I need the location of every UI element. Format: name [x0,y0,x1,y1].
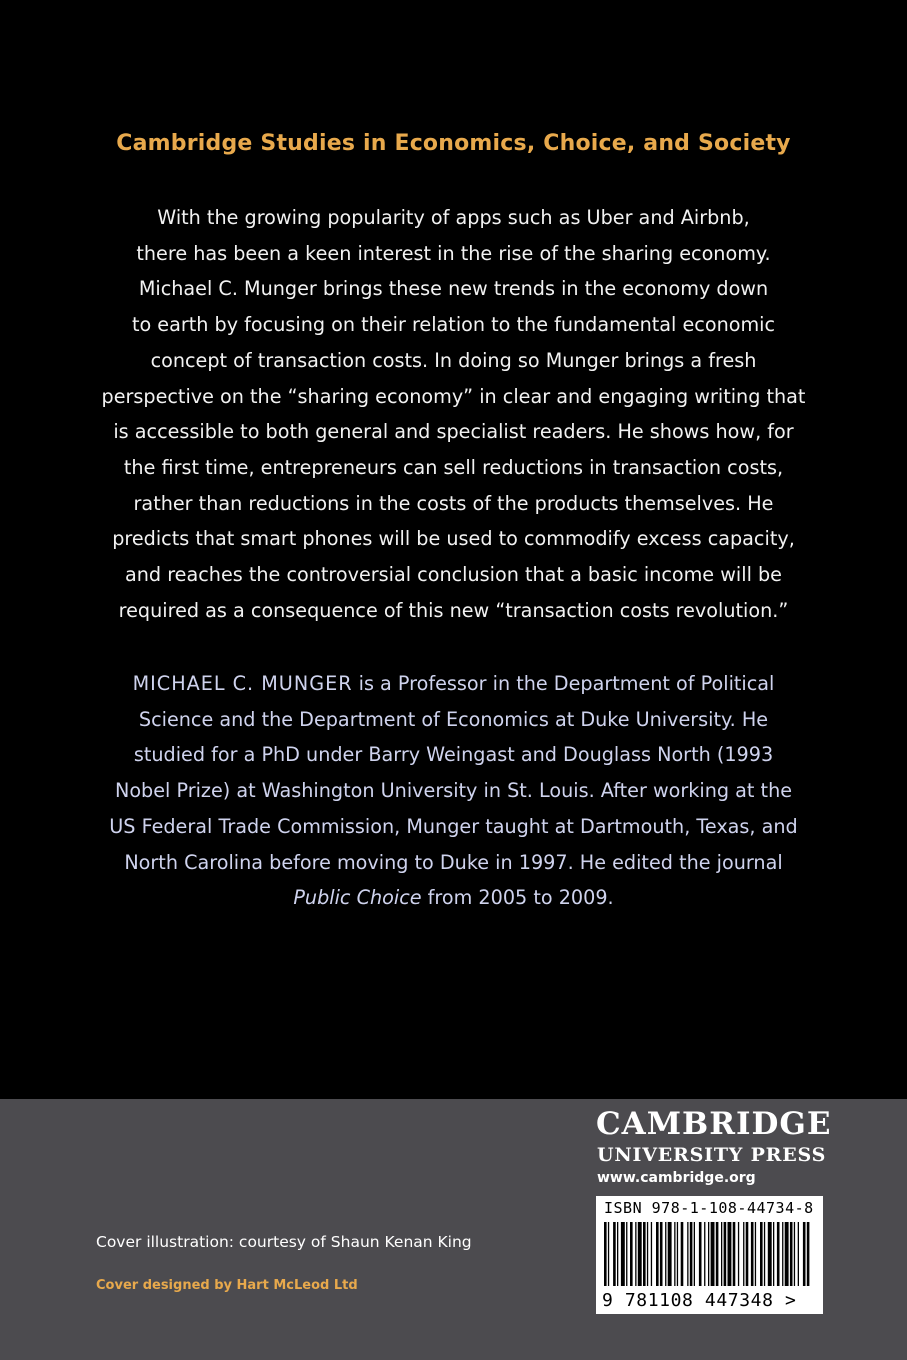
barcode-bar [721,1222,722,1286]
barcode-bar [660,1222,663,1286]
blurb-line: required as a consequence of this new “transaction costs revolution.” [118,598,789,622]
barcode-bar [798,1222,799,1286]
barcode-bar [638,1222,642,1286]
barcode-bar [803,1222,806,1286]
ean-digits: 9 781108 447348 > [602,1290,797,1311]
barcode-bar [647,1222,648,1286]
barcode [596,1196,823,1314]
blurb-line: and reaches the controversial conclusion that a basic income will be [125,563,782,587]
barcode-bar [755,1222,756,1286]
barcode-bar [760,1222,763,1286]
blurb-line: With the growing popularity of apps such as Uber and Airbnb, [157,206,750,229]
barcode-bar [621,1222,625,1286]
bio-line-text: is a Professor in the Department of Political [352,672,775,695]
barcode-bar [711,1222,715,1286]
bio-line [100,880,807,916]
bio-line: Nobel Prize) at Washington University in St. Louis. After working at the [114,779,793,803]
barcode-bar [733,1222,736,1286]
barcode-bar [708,1222,709,1286]
barcode-bar [665,1222,666,1286]
cover-illustration-credit: Cover illustration: courtesy of Shaun Kenan King [96,1233,472,1251]
barcode-bar [699,1222,702,1286]
publisher-website: www.cambridge.org [597,1170,756,1186]
blurb-line: is accessible to both general and specialist readers. He shows how, for [113,420,794,444]
barcode-bar [687,1222,688,1286]
barcode-bar [785,1222,789,1286]
barcode-bar [782,1222,783,1286]
barcode-bar [651,1222,652,1286]
isbn-label: ISBN 978-1-108-44734-8 [604,1199,814,1217]
barcode-bar [656,1222,659,1286]
barcode-bar [728,1222,732,1286]
barcode-bar [694,1222,695,1286]
bio-line: US Federal Trade Commission, Munger taught at Dartmouth, Texas, and [109,814,798,838]
publisher-subname: UNIVERSITY PRESS [597,1144,827,1166]
barcode-bar [668,1222,672,1286]
bio-line-text: from 2005 to 2009. [421,886,614,910]
barcode-bar [743,1222,744,1286]
barcode-bar [674,1222,675,1286]
barcode-bar [794,1222,795,1286]
author-bio [100,666,807,916]
blurb-line: Michael C. Munger brings these new trends in the economy down [138,277,769,301]
barcode-bar [626,1222,627,1286]
journal-title: Public Choice [293,886,422,910]
blurb-line: there has been a keen interest in the rise of the sharing economy. [136,241,771,265]
barcode-bar [716,1222,719,1286]
barcode-bar [613,1222,616,1286]
barcode-bar [738,1222,739,1286]
barcode-bar [704,1222,705,1286]
barcode-bar [807,1222,810,1286]
bio-line: studied for a PhD under Barry Weingast and Douglass North (1993 [133,743,774,767]
barcode-bar [630,1222,633,1286]
author-name: MICHAEL C. MUNGER [132,672,353,695]
blurb-line: predicts that smart phones will be used to commodify excess capacity, [112,527,795,551]
barcode-bar [724,1222,727,1286]
barcode-bar [617,1222,618,1286]
cover-designer-credit: Cover designed by Hart McLeod Ltd [96,1278,358,1293]
publisher-name: CAMBRIDGE [596,1106,832,1142]
blurb-line: concept of transaction costs. In doing so Munger brings a fresh [150,348,757,372]
barcode-bar [768,1222,772,1286]
blurb-line: perspective on the “sharing economy” in clear and engaging writing that [101,384,806,408]
publisher-logo [596,1104,832,1190]
bio-line: North Carolina before moving to Duke in 1997. He edited the journal [124,850,783,874]
barcode-bar [681,1222,684,1286]
barcode-bar [635,1222,636,1286]
barcode-bar [608,1222,609,1286]
blurb-line: the first time, entrepreneurs can sell reductions in transaction costs, [123,455,784,479]
barcode-bar [604,1222,607,1286]
barcode-bar [773,1222,774,1286]
barcode-bars [600,1222,819,1288]
barcode-bar [746,1222,749,1286]
barcode-bar [764,1222,765,1286]
bio-line: Science and the Department of Economics at Duke University. He [138,707,769,731]
blurb-line: rather than reductions in the costs of the products themselves. He [133,491,774,515]
book-blurb [100,200,807,628]
barcode-bar [690,1222,693,1286]
barcode-bar [643,1222,646,1286]
bio-line [100,666,807,702]
barcode-bar [777,1222,780,1286]
barcode-bar [677,1222,678,1286]
barcode-bar [751,1222,754,1286]
blurb-line: to earth by focusing on their relation to the fundamental economic [131,313,776,337]
barcode-bar [790,1222,793,1286]
series-title: Cambridge Studies in Economics, Choice, and Society [116,131,791,156]
